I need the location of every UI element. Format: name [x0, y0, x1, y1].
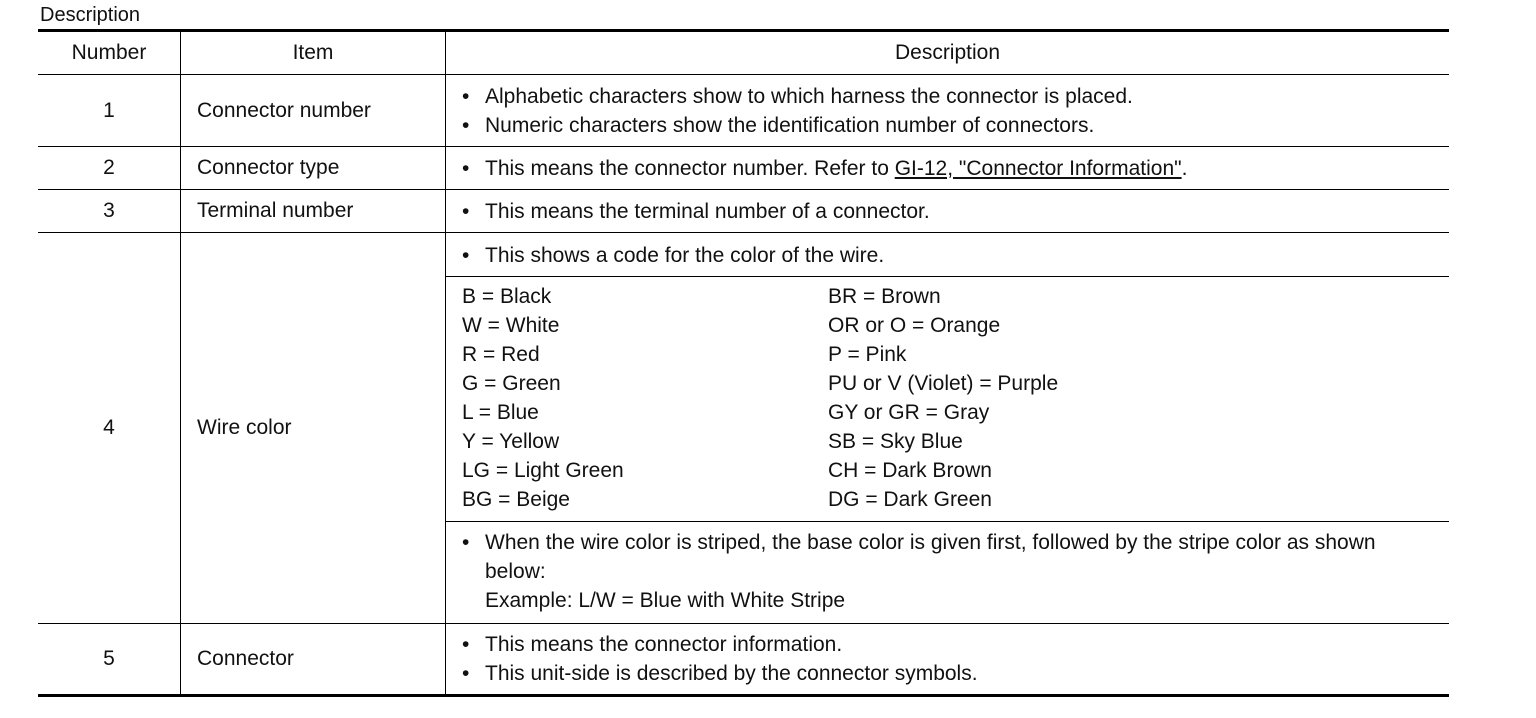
row-description — [446, 147, 1450, 190]
color-code: LG = Light Green — [462, 459, 624, 483]
color-code: DG = Dark Green — [828, 488, 992, 512]
color-code: G = Green — [462, 371, 561, 395]
row-description — [446, 233, 1450, 624]
bullet-text: • This unit-side is described by the connector symbols. — [462, 659, 1433, 688]
header-description: Description — [446, 31, 1450, 75]
table-row — [38, 147, 1449, 190]
color-code: GY or GR = Gray — [828, 401, 990, 424]
color-code: W = White — [462, 313, 560, 337]
color-code: BG = Beige — [462, 488, 570, 512]
wire-color-stripe-section — [446, 522, 1449, 621]
bullet-text: • This means the terminal number of a connector. — [462, 197, 1433, 226]
row-number: 3 — [38, 190, 181, 233]
bullet-text: • This shows a code for the color of the wire. — [462, 241, 1433, 270]
bullet-text: • This means the connector information. — [462, 630, 1433, 659]
description-table — [38, 29, 1449, 697]
row-item: Connector type — [181, 147, 446, 190]
bullet-text — [462, 528, 1433, 615]
color-code: B = Black — [462, 284, 552, 308]
row-item: Connector — [181, 624, 446, 696]
row-description — [446, 190, 1450, 233]
row-description — [446, 75, 1450, 147]
table-caption: Description — [40, 4, 141, 26]
color-code: OR or O = Orange — [828, 313, 1001, 337]
table-row — [38, 190, 1449, 233]
bullet-text: • Alphabetic characters show to which harness the connector is placed. — [462, 82, 1433, 111]
bullet-text — [462, 154, 1433, 183]
color-code: L = Blue — [462, 401, 539, 424]
table-row — [38, 75, 1449, 147]
stripe-example: Example: L/W = Blue with White Stripe — [485, 589, 846, 613]
row-item: Wire color — [181, 233, 446, 624]
color-code: SB = Sky Blue — [828, 430, 963, 454]
row-number: 5 — [38, 624, 181, 696]
row-description — [446, 624, 1450, 696]
row-number: 2 — [38, 147, 181, 190]
color-code: PU or V (Violet) = Purple — [828, 371, 1059, 395]
bullet-prefix: This means the connector number. Refer to — [485, 156, 895, 180]
row-number: 4 — [38, 233, 181, 624]
row-number: 1 — [38, 75, 181, 147]
color-code: CH = Dark Brown — [828, 459, 992, 483]
bullet-text: • Numeric characters show the identification number of connectors. — [462, 111, 1433, 140]
color-code: P = Pink — [828, 342, 907, 366]
bullet-suffix: . — [1181, 156, 1188, 180]
wire-color-intro-section — [446, 235, 1449, 277]
header-row — [38, 31, 1449, 75]
row-item: Terminal number — [181, 190, 446, 233]
color-code-list — [446, 277, 1449, 522]
color-code: BR = Brown — [828, 284, 941, 308]
header-number: Number — [38, 31, 181, 75]
color-code: Y = Yellow — [462, 430, 560, 454]
stripe-note: • When the wire color is striped, the base color is given first, followed by the stripe color as shown below: — [485, 531, 1376, 584]
header-item: Item — [181, 31, 446, 75]
table-row — [38, 233, 1449, 624]
row-item: Connector number — [181, 75, 446, 147]
gi-12-connector-information-link[interactable]: GI-12, "Connector Information" — [894, 156, 1182, 180]
table-row — [38, 624, 1449, 696]
wire-color-codes-section — [446, 277, 1449, 523]
color-code: R = Red — [462, 342, 540, 366]
